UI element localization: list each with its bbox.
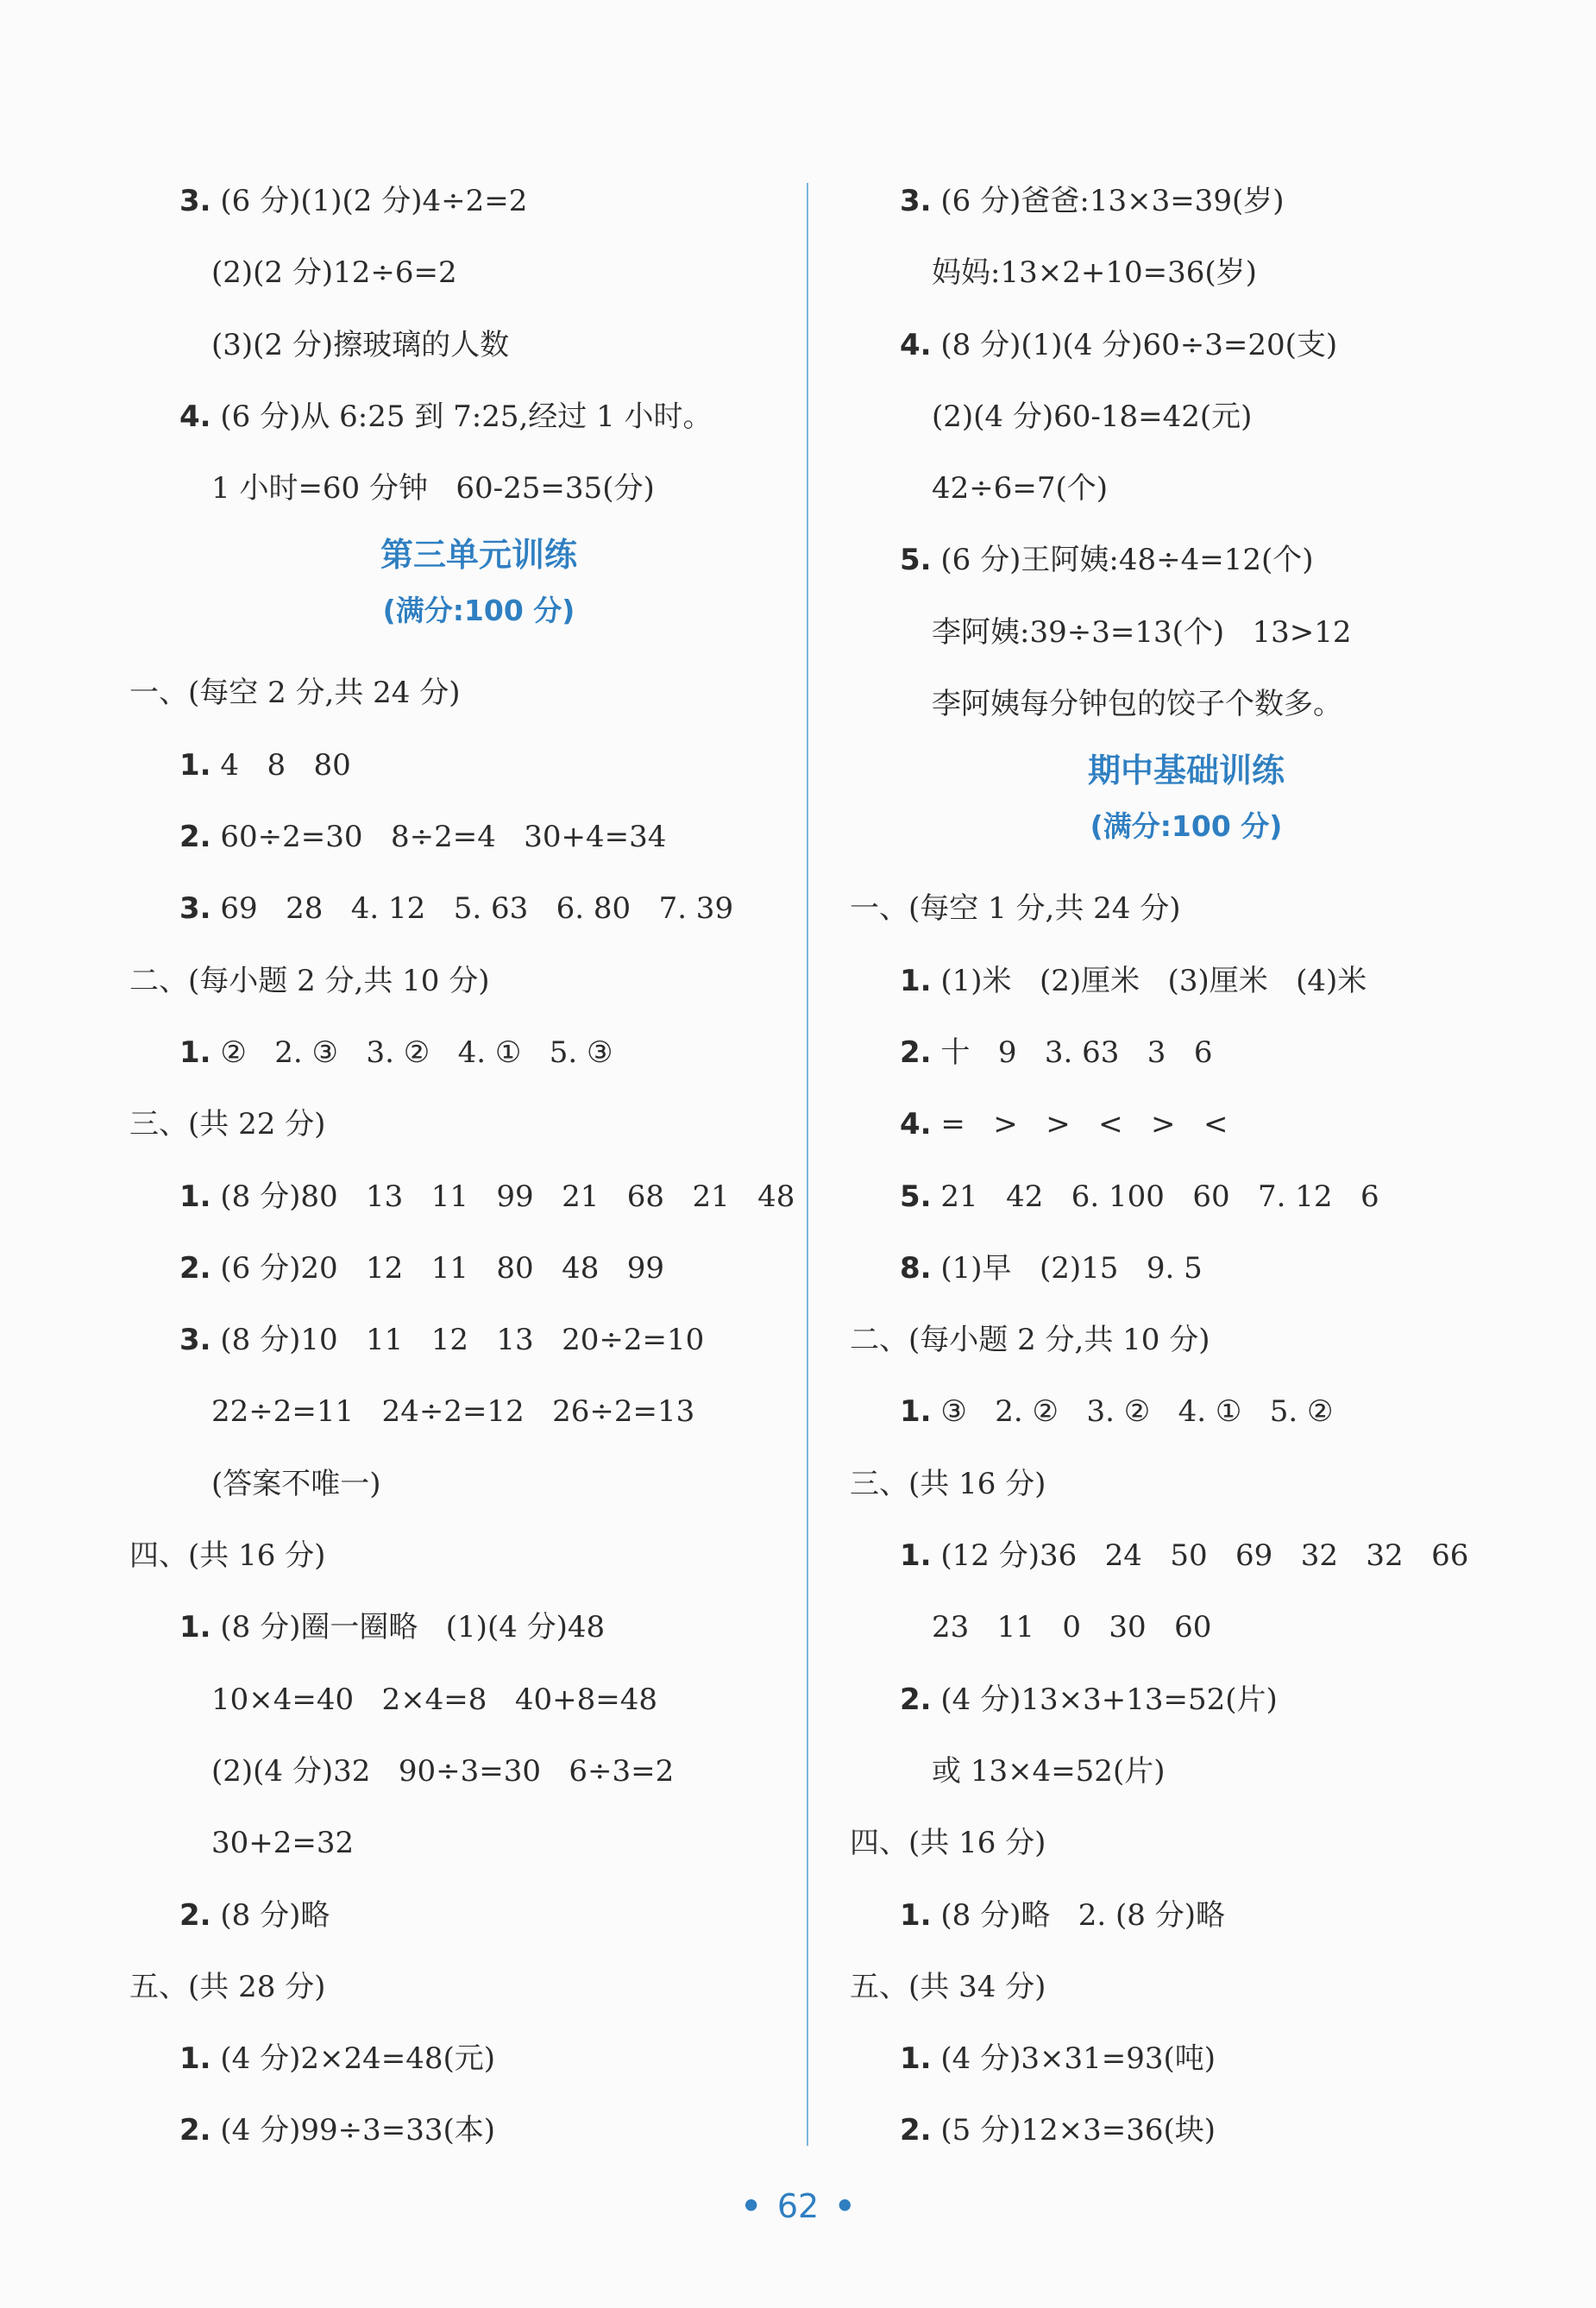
answer-line [850,1017,1523,1089]
answer-text: 五、(共 28 分) [129,1969,326,2004]
answer-text: 三、(共 22 分) [129,1107,326,1142]
answer-text: 一、(每空 1 分,共 24 分) [850,891,1181,927]
answer-text: = > > < > < [940,1107,1228,1142]
answer-text: (2)(2 分)12÷6=2 [211,255,457,291]
answer-text: (1)早 (2)15 9. 5 [940,1250,1203,1286]
answer-line [129,453,794,525]
answer-line [850,166,1523,237]
answer-line [129,1880,794,1952]
page-dot-right: • [834,2187,856,2225]
answer-text: (6 分)(1)(2 分)4÷2=2 [220,184,528,218]
question-number: 1. [900,963,932,998]
answer-line [850,669,1523,740]
question-number: 2. [179,1250,211,1286]
question-number: 3. [179,1323,211,1358]
answer-text: 23 11 0 30 60 [932,1610,1212,1645]
answer-text: (2)(4 分)60-18=42(元) [932,399,1253,434]
section-title: 第三单元训练 [380,536,577,575]
answer-line [850,597,1523,669]
answer-line [850,1161,1523,1233]
answer-text: (8 分)圈一圈略 (1)(4 分)48 [220,1610,606,1645]
answer-text: (8 分)80 13 11 99 21 68 21 48 [220,1179,795,1214]
answer-text: 10×4=40 2×4=8 40+8=48 [211,1682,657,1717]
question-number: 1. [179,1035,211,1070]
question-number: 1. [900,2041,932,2077]
answer-text: 42÷6=7(个) [932,471,1109,506]
question-number: 1. [179,1610,211,1645]
answer-text: ② 2. ③ 3. ② 4. ① 5. ③ [220,1035,613,1070]
answer-text: 李阿姨每分钟包的饺子个数多。 [932,687,1342,722]
answer-text: (3)(2 分)擦玻璃的人数 [211,327,510,362]
answer-line [129,1736,794,1808]
section-heading [850,873,1523,945]
question-number: 5. [900,543,932,578]
section-subtitle: (满分:100 分) [1090,809,1283,844]
question-number: 8. [900,1250,932,1286]
section-heading [129,1952,794,2023]
section-heading [850,1305,1523,1376]
answer-line [850,1089,1523,1160]
question-number: 1. [179,1179,211,1214]
question-number: 2. [179,820,211,855]
answer-line [850,1664,1523,1736]
answer-line [850,1376,1523,1448]
section-title: 期中基础训练 [1087,752,1285,790]
question-number: 1. [900,1394,932,1430]
answer-line [850,1736,1523,1808]
answer-line [850,453,1523,525]
answer-line [129,1233,794,1305]
page-number-value: 62 [776,2187,820,2225]
answer-line [129,1161,794,1233]
answer-text: 69 28 4. 12 5. 63 6. 80 7. 39 [220,891,734,927]
answer-text: (4 分)99÷3=33(本) [220,2113,496,2148]
answer-line [129,1017,794,1089]
answer-line [129,730,794,802]
question-number: 5. [900,1179,932,1214]
section-heading [850,1808,1523,1879]
page-number [0,2187,1596,2225]
answer-line [129,237,794,309]
answer-line [129,1664,794,1736]
answer-line [850,381,1523,453]
answer-text: 21 42 6. 100 60 7. 12 6 [940,1179,1379,1214]
answer-line [850,1233,1523,1305]
answer-text: 22÷2=11 24÷2=12 26÷2=13 [211,1394,695,1430]
answer-line [129,2023,794,2095]
section-heading [129,657,794,729]
answer-line [850,310,1523,381]
question-number: 2. [179,2113,211,2148]
question-number: 4. [900,1107,932,1142]
section-heading [850,1449,1523,1520]
answer-text: (8 分)(1)(4 分)60÷3=20(支) [940,327,1338,362]
answer-text: 30+2=32 [211,1826,355,1861]
section-heading [129,1089,794,1160]
question-number: 2. [900,1682,932,1717]
answer-text: 60÷2=30 8÷2=4 30+4=34 [220,820,667,855]
answer-line [850,1880,1523,1952]
answer-text: (2)(4 分)32 90÷3=30 6÷3=2 [211,1753,675,1789]
answer-line [850,946,1523,1017]
answer-text: (答案不唯一) [211,1466,381,1501]
answer-line [129,1376,794,1448]
answer-text: 二、(每小题 2 分,共 10 分) [129,963,490,998]
answer-text: (5 分)12×3=36(块) [940,2113,1216,2148]
section-heading [850,1952,1523,2023]
answer-text: (6 分)20 12 11 80 48 99 [220,1250,665,1286]
answer-text: 四、(共 16 分) [129,1538,326,1574]
answer-line [850,237,1523,309]
answer-text: (4 分)13×3+13=52(片) [940,1682,1278,1717]
question-number: 3. [900,184,932,218]
question-number: 3. [179,184,211,218]
answer-line [129,1808,794,1879]
answer-line [129,1449,794,1520]
answer-line [129,310,794,381]
answer-line [129,381,794,453]
answer-text: 李阿姨:39÷3=13(个) 13>12 [932,614,1352,650]
answer-line [129,802,794,873]
answer-text: 一、(每空 2 分,共 24 分) [129,676,461,711]
answer-text: (8 分)略 [220,1897,330,1933]
answer-line [850,525,1523,596]
answer-text: (8 分)略 2. (8 分)略 [940,1897,1225,1933]
answer-text: ③ 2. ② 3. ② 4. ① 5. ② [940,1394,1334,1430]
question-number: 1. [179,747,211,783]
answer-text: (6 分)爸爸:13×3=39(岁) [940,184,1285,218]
answer-line [850,2023,1523,2095]
left-column [129,166,794,2167]
question-number: 4. [179,399,211,434]
question-number: 2. [900,1035,932,1070]
question-number: 2. [900,2113,932,2148]
answer-text: 十 9 3. 63 3 6 [940,1035,1213,1070]
answer-line [850,2095,1523,2167]
answer-line [129,1592,794,1663]
page-dot-left: • [740,2187,762,2225]
section-subtitle: (满分:100 分) [382,594,575,628]
question-number: 1. [900,1538,932,1574]
answer-line [129,166,794,237]
question-number: 3. [179,891,211,927]
section-heading [129,946,794,1017]
answer-text: 五、(共 34 分) [850,1969,1046,2004]
question-number: 4. [900,327,932,362]
answer-text: (6 分)从 6:25 到 7:25,经过 1 小时。 [220,399,713,434]
answer-text: (1)米 (2)厘米 (3)厘米 (4)米 [940,963,1367,998]
answer-text: 4 8 80 [220,747,351,783]
question-number: 1. [900,1897,932,1933]
answer-line [129,2095,794,2167]
answer-text: 四、(共 16 分) [850,1826,1046,1861]
answer-line [850,1592,1523,1663]
section-heading [129,1520,794,1592]
answer-line [129,873,794,945]
answer-text: (12 分)36 24 50 69 32 32 66 [940,1538,1469,1574]
right-column [850,166,1523,2167]
answer-text: 二、(每小题 2 分,共 10 分) [850,1323,1210,1358]
answer-line [850,1520,1523,1592]
answer-text: (8 分)10 11 12 13 20÷2=10 [220,1323,705,1358]
answer-text: 1 小时=60 分钟 60-25=35(分) [211,471,655,506]
question-number: 2. [179,1897,211,1933]
answer-line [129,1305,794,1376]
question-number: 1. [179,2041,211,2077]
answer-text: 妈妈:13×2+10=36(岁) [932,255,1257,291]
answer-text: (6 分)王阿姨:48÷4=12(个) [940,543,1314,578]
answer-text: (4 分)2×24=48(元) [220,2041,496,2077]
answer-text: 或 13×4=52(片) [932,1753,1166,1789]
answer-text: 三、(共 16 分) [850,1466,1046,1501]
answer-text: (4 分)3×31=93(吨) [940,2041,1216,2077]
column-divider [807,183,808,2146]
